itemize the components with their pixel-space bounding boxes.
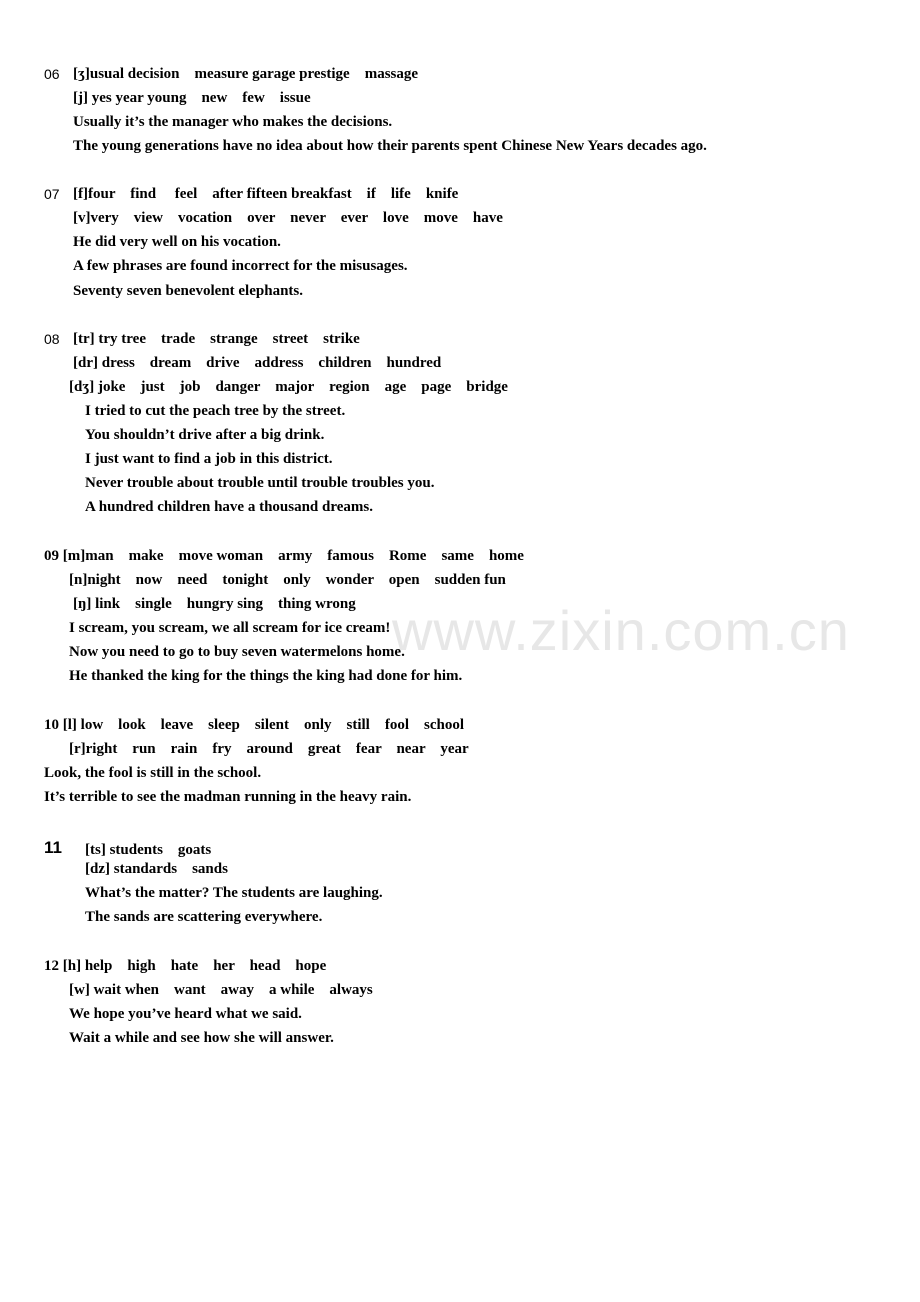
section-07-phoneme-v: [v]very view vocation over never ever love move have (73, 210, 503, 226)
section-09-sentence-2: Now you need to go to buy seven watermelons home. (69, 644, 405, 660)
section-07-sentence-1: He did very well on his vocation. (73, 234, 281, 250)
section-12-phoneme-w: [w] wait when want away a while always (69, 982, 373, 998)
section-12-sentence-1: We hope you’ve heard what we said. (69, 1006, 302, 1022)
section-09-phoneme-n: [n]night now need tonight only wonder open sudden fun (69, 572, 506, 588)
section-07-number: 07 (44, 186, 60, 202)
section-08-sentence-4: Never trouble about trouble until trouble troubles you. (85, 475, 435, 491)
section-08-phoneme-dr: [dr] dress dream drive address children hundred (73, 355, 442, 371)
section-08-phoneme-dzh: [dʒ] joke just job danger major region age page bridge (69, 379, 508, 395)
section-08-phoneme-tr: [tr] try tree trade strange street strike (73, 331, 360, 347)
section-07-sentence-3: Seventy seven benevolent elephants. (73, 283, 303, 299)
section-11-sentence-1: What’s the matter? The students are laughing. (85, 885, 383, 901)
section-11-phoneme-ts: [ts] students goats (85, 842, 212, 858)
section-10-sentence-2: It’s terrible to see the madman running in the heavy rain. (44, 789, 412, 805)
section-10-phoneme-l: 10 [l] low look leave sleep silent only still fool school (44, 717, 464, 733)
section-11-sentence-2: The sands are scattering everywhere. (85, 909, 323, 925)
section-09-phoneme-ng: [ŋ] link single hungry sing thing wrong (73, 596, 356, 612)
section-06-phoneme-j: [j] yes year young new few issue (73, 90, 311, 106)
section-12-sentence-2: Wait a while and see how she will answer. (69, 1030, 334, 1046)
section-06-sentence-2: The young generations have no idea about how their parents spent Chinese New Years decades ago. (73, 138, 707, 154)
section-09-phoneme-m: 09 [m]man make move woman army famous Rome same home (44, 548, 524, 564)
section-11-number: 11 (44, 838, 62, 857)
section-07-phoneme-f: [f]four find feel after fifteen breakfast if life knife (73, 186, 459, 202)
section-07-sentence-2: A few phrases are found incorrect for the misusages. (73, 258, 408, 274)
section-06-sentence-1: Usually it’s the manager who makes the decisions. (73, 114, 393, 130)
section-08-number: 08 (44, 331, 60, 347)
section-11-phoneme-dz: [dz] standards sands (85, 861, 228, 877)
section-09-sentence-3: He thanked the king for the things the king had done for him. (69, 668, 463, 684)
section-10-phoneme-r: [r]right run rain fry around great fear near year (69, 741, 469, 757)
section-10-sentence-1: Look, the fool is still in the school. (44, 765, 262, 781)
section-08-sentence-1: I tried to cut the peach tree by the street. (85, 403, 346, 419)
section-06-number: 06 (44, 66, 60, 82)
watermark: www.zixin.com.cn (392, 599, 850, 662)
section-06-phoneme-zh: [ʒ]usual decision measure garage prestige massage (73, 66, 419, 82)
section-12-phoneme-h: 12 [h] help high hate her head hope (44, 958, 327, 974)
section-09-sentence-1: I scream, you scream, we all scream for ice cream! (69, 620, 391, 636)
section-08-sentence-3: I just want to find a job in this district. (85, 451, 333, 467)
section-08-sentence-5: A hundred children have a thousand dreams. (85, 499, 373, 515)
section-08-sentence-2: You shouldn’t drive after a big drink. (85, 427, 325, 443)
